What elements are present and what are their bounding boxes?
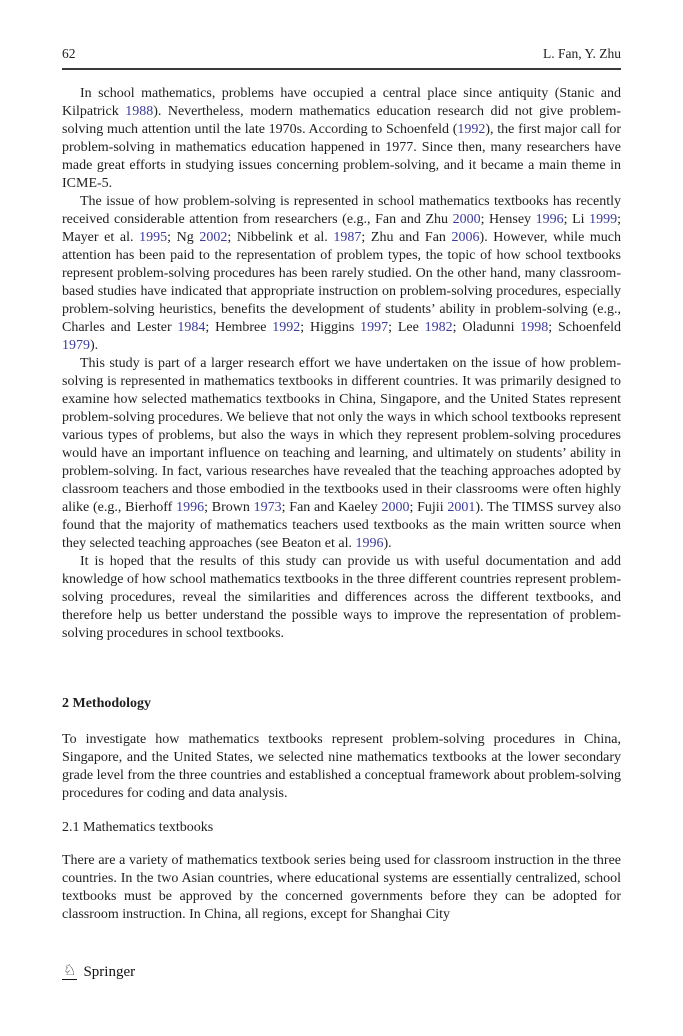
citation-link[interactable]: 1979 [62, 338, 90, 353]
page-content [62, 46, 621, 924]
citation-link[interactable]: 2000 [452, 212, 481, 227]
citation-link[interactable]: 1995 [139, 230, 168, 245]
citation-link[interactable]: 2002 [199, 230, 228, 245]
subsection-heading: 2.1 Mathematics textbooks [62, 820, 214, 835]
text-run: ). However, while much attention has been paid to the representation of problem types, the topic of how school textbooks represent problem-solving procedures has been rarely studied. On the other hand, many classroom-based studies have indicated that appropriate instruction on problem-solving procedures, especially problem-solving heuristics, benefits the development of students’ ability in problem-solving (e.g., Charles and Lester [62, 230, 622, 335]
text-run: ; Zhu and Fan [361, 230, 452, 245]
text-run: ; Hembree [205, 320, 273, 335]
springer-knight-icon: ♘ [63, 963, 77, 979]
publisher-footer [62, 963, 135, 981]
text-run: ; Oladunni [452, 320, 521, 335]
text-run: It is hoped that the results of this study can provide us with useful documentation and add knowledge of how school mathematics textbooks in the three different countries represent problem-solving procedures, reveal the similarities and differences across the different textbooks, and therefore help us better understand the possible ways to improve the representation of problem-solving procedures in school textbooks. [62, 554, 621, 641]
paragraph [62, 553, 621, 643]
publisher-name: Springer [83, 964, 136, 980]
text-run: ). The TIMSS survey also found that the majority of mathematics teachers used textbooks as the main written source when they selected teaching approaches (see Beaton et al. [62, 500, 621, 551]
citation-link[interactable]: 1997 [360, 320, 389, 335]
text-run: ; Mayer et al. [62, 212, 621, 245]
citation-link[interactable]: 1984 [177, 320, 206, 335]
text-run: ; Nibbelink et al. [227, 230, 334, 245]
text-run: ). [90, 338, 99, 353]
paragraph [62, 85, 621, 193]
paragraph [62, 852, 621, 924]
citation-link[interactable]: 1998 [520, 320, 549, 335]
text-run: ). [383, 536, 392, 551]
text-run: ; Higgins [300, 320, 361, 335]
page-number: 62 [62, 46, 76, 61]
article-body [62, 85, 621, 924]
text-run: ). Nevertheless, modern mathematics education research did not give problem-solving much attention until the late 1970s. According to Schoenfeld ( [62, 104, 622, 137]
citation-link[interactable]: 1999 [589, 212, 618, 227]
text-run: ; Ng [167, 230, 200, 245]
paragraph [62, 193, 621, 355]
paragraph [62, 355, 621, 553]
text-run: ; Li [563, 212, 590, 227]
citation-link[interactable]: 1988 [125, 104, 154, 119]
running-head [62, 46, 621, 61]
citation-link[interactable]: 1973 [253, 500, 282, 515]
paragraph [62, 731, 621, 803]
citation-link[interactable]: 1992 [272, 320, 301, 335]
citation-link[interactable]: 1996 [355, 536, 384, 551]
text-run: ), the first major call for problem-solving in mathematics education happened in 1977. Since then, many researchers have made great efforts in studying issues concerning problem-solving, and it became a main theme in ICME-5. [62, 122, 621, 191]
text-run: ; Hensey [480, 212, 536, 227]
text-run: ; Schoenfeld [548, 320, 621, 335]
text-run: This study is part of a larger research effort we have undertaken on the issue of how problem-solving is represented in mathematics textbooks in different countries. It was primarily designed to examine how selected mathematics textbooks in China, Singapore, and the United States represent problem-solving procedures. We believe that not only the ways in which school textbooks represent various types of problems, but also the ways in which they represent problem-solving procedures would have an important influence on teaching and learning, and ultimately on students’ ability in problem-solving. In fact, various researches have revealed that the teaching approaches adopted by classroom teachers and those embodied in the textbooks used in their classrooms were often highly alike (e.g., Bierhoff [62, 356, 621, 515]
text-run: ; Lee [388, 320, 425, 335]
citation-link[interactable]: 2001 [447, 500, 476, 515]
citation-link[interactable]: 1982 [424, 320, 453, 335]
text-run: ; Fan and Kaeley [281, 500, 382, 515]
text-run: To investigate how mathematics textbooks represent problem-solving procedures in China, Singapore, and the United States, we selected nine mathematics textbooks at the lower secondary grade level from the three countries and established a conceptual framework about problem-solving procedures for coding and data analysis. [62, 732, 621, 801]
citation-link[interactable]: 1996 [535, 212, 564, 227]
text-run: The issue of how problem-solving is represented in school mathematics textbooks has recently received considerable attention from researchers (e.g., Fan and Zhu [62, 194, 621, 227]
text-run: ; Brown [204, 500, 254, 515]
citation-link[interactable]: 2000 [381, 500, 410, 515]
citation-link[interactable]: 1987 [333, 230, 362, 245]
section-heading: 2 Methodology [62, 696, 152, 711]
text-run: In school mathematics, problems have occupied a central place since antiquity (Stanic and Kilpatrick [62, 86, 621, 119]
citation-link[interactable]: 1996 [176, 500, 205, 515]
text-run: ; Fujii [409, 500, 448, 515]
citation-link[interactable]: 2006 [451, 230, 480, 245]
citation-link[interactable]: 1992 [457, 122, 486, 137]
running-head-authors: L. Fan, Y. Zhu [542, 46, 621, 61]
header-rule [62, 68, 621, 70]
text-run: There are a variety of mathematics textbook series being used for classroom instruction in the three countries. In the two Asian countries, where educational systems are essentially centralized, school textbooks must be approved by the concerned governments before they can be adopted for classroom instruction. In China, all regions, except for Shanghai City [62, 853, 621, 922]
